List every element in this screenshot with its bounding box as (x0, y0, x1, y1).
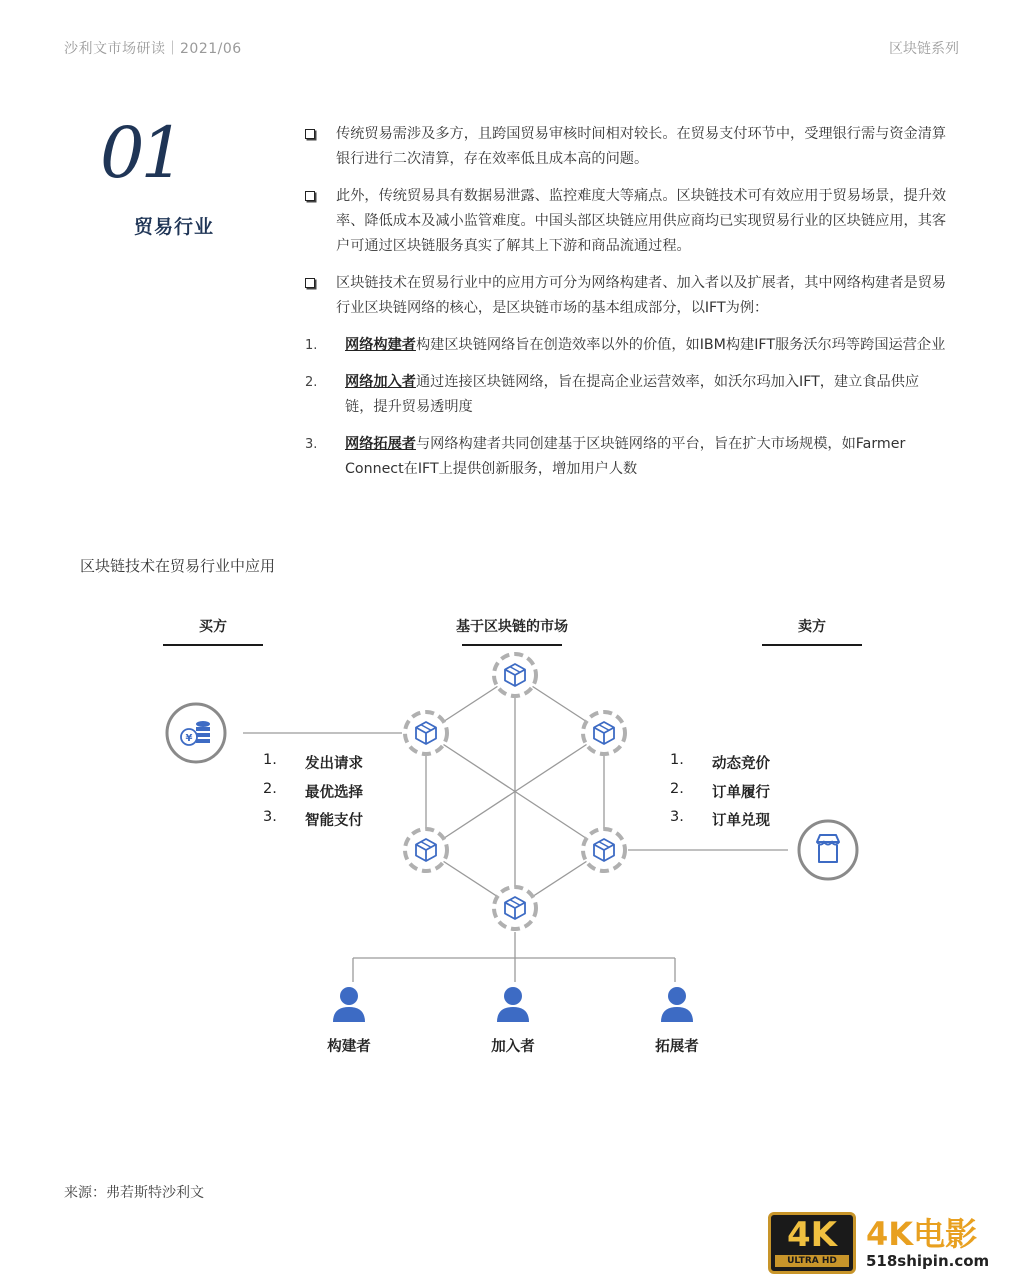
item-term: 网络构建者 (345, 337, 416, 353)
buyer-step: 2. 最优选择 (263, 780, 363, 801)
logo-text: 4K电影 518shipin.com (866, 1215, 990, 1270)
bullet-text: 此外，传统贸易具有数据易泄露、监控难度大等痛点。区块链技术可有效应用于贸易场景，提升效率、降低成本及减小监管难度。中国头部区块链应用供应商均已实现贸易行业的区块链应用，其客户可通过区块链服务真实了解其上下游和商品流通过程。 (336, 188, 947, 254)
source-note: 来源：弗若斯特沙利文 (64, 1185, 204, 1201)
person-icons (333, 987, 693, 1022)
item-term: 网络加入者 (345, 374, 416, 390)
seller-title-text: 卖方 (798, 619, 826, 635)
market-title-text: 基于区块链的市场 (456, 619, 568, 635)
node-bottom (494, 887, 536, 929)
buyer-step: 1. 发出请求 (263, 752, 363, 772)
seller-step: 2. 订单履行 (670, 780, 770, 801)
svg-text:¥: ¥ (185, 733, 193, 744)
node-lower-right (583, 829, 625, 871)
seller-step: 1. 动态竞价 (670, 752, 770, 772)
bullet-text: 传统贸易需涉及多方，且跨国贸易审核时间相对较长。在贸易支付环节中，受理银行需与资金清算银行进行二次清算，存在效率低且成本高的问题。 (336, 126, 947, 167)
item-number: 1. (305, 338, 318, 353)
bullet-text: 区块链技术在贸易行业中的应用方可分为网络构建者、加入者以及扩展者，其中网络构建者是贸易行业区块链网络的核心，是区块链市场的基本组成部分，以IFT为例： (336, 275, 947, 316)
role-extender-label: 拓展者 (655, 1039, 699, 1055)
buyer-step: 3. 智能支付 (263, 809, 363, 829)
item-number: 3. (305, 437, 318, 452)
buyer-coins-icon (167, 704, 225, 762)
item-term: 网络拓展者 (345, 436, 416, 452)
item-text: 构建区块链网络旨在创造效率以外的价值，如IBM构建IFT服务沃尔玛等跨国运营企业 (415, 337, 946, 353)
role-joiner-label: 加入者 (491, 1039, 535, 1055)
seller-steps-list (670, 752, 770, 838)
header-series: 区块链系列 (889, 41, 959, 57)
seller-step: 3. 订单兑现 (670, 809, 770, 829)
role-builder-label: 构建者 (327, 1039, 371, 1055)
diagram-title: 区块链技术在贸易行业中应用 (80, 557, 276, 575)
watermark-logo (768, 1212, 989, 1274)
buyer-steps-list (263, 752, 363, 838)
node-upper-right (583, 712, 625, 754)
header-publication: 沙利文市场研读｜2021/06 (64, 41, 242, 57)
section-title: 贸易行业 (134, 216, 215, 238)
logo-badge: 4K ULTRA HD (768, 1212, 856, 1274)
section-number: 01 (100, 112, 182, 194)
seller-store-icon (799, 821, 857, 879)
buyer-title-text: 买方 (199, 619, 227, 635)
node-lower-left (405, 829, 447, 871)
item-number: 2. (305, 375, 318, 390)
node-upper-left (405, 712, 447, 754)
item-text: 通过连接区块链网络，旨在提高企业运营效率，如沃尔玛加入IFT，建立食品供应链，提升贸易透明度 (345, 374, 920, 415)
node-top (494, 654, 536, 696)
item-text: 与网络构建者共同创建基于区块链网络的平台，旨在扩大市场规模，如Farmer Connect在IFT上提供创新服务，增加用户人数 (345, 436, 906, 477)
